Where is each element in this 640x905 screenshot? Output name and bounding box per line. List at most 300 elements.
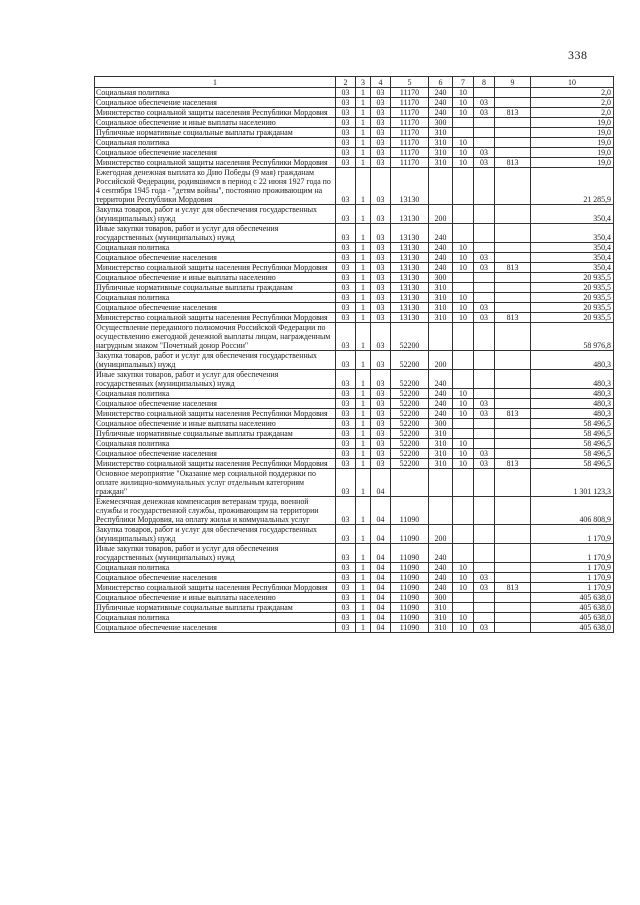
code-cell: 03 [336, 263, 356, 273]
code-cell: 1 [356, 544, 371, 563]
code-cell: 813 [495, 263, 531, 273]
code-cell [453, 351, 474, 370]
code-cell [453, 128, 474, 138]
code-cell: 1 [356, 108, 371, 118]
table-row [95, 253, 614, 263]
code-cell: 10 [453, 158, 474, 168]
code-cell [495, 273, 531, 283]
table-row [95, 449, 614, 459]
code-cell: 52200 [391, 409, 429, 419]
code-cell: 11090 [391, 593, 429, 603]
code-cell: 240 [429, 409, 453, 419]
row-name-cell: Социальная политика [95, 563, 336, 573]
code-cell: 03 [371, 253, 391, 263]
code-cell [453, 168, 474, 205]
table-row [95, 389, 614, 399]
code-cell: 240 [429, 108, 453, 118]
row-name-cell: Социальное обеспечение и иные выплаты населению [95, 273, 336, 283]
code-cell: 13130 [391, 253, 429, 263]
code-cell: 13130 [391, 303, 429, 313]
amount-cell: 20 935,5 [531, 293, 614, 303]
table-row [95, 419, 614, 429]
code-cell: 52200 [391, 389, 429, 399]
table-row [95, 88, 614, 98]
code-cell [495, 293, 531, 303]
code-cell: 03 [371, 419, 391, 429]
table-row [95, 370, 614, 389]
code-cell [474, 563, 495, 573]
col-header-10: 10 [531, 77, 614, 88]
code-cell: 52200 [391, 439, 429, 449]
code-cell: 03 [336, 303, 356, 313]
table-row [95, 263, 614, 273]
table-row [95, 205, 614, 224]
code-cell: 10 [453, 293, 474, 303]
amount-cell: 405 638,0 [531, 613, 614, 623]
code-cell: 10 [453, 623, 474, 633]
code-cell: 240 [429, 88, 453, 98]
code-cell: 03 [474, 449, 495, 459]
code-cell [495, 138, 531, 148]
code-cell: 03 [474, 583, 495, 593]
row-name-cell: Иные закупки товаров, работ и услуг для обеспечения государственных (муниципальных) нужд [95, 370, 336, 389]
row-name-cell: Министерство социальной защиты населения Республики Мордовия [95, 158, 336, 168]
code-cell [474, 323, 495, 351]
row-name-cell: Социальная политика [95, 293, 336, 303]
code-cell: 1 [356, 429, 371, 439]
code-cell [474, 128, 495, 138]
code-cell [474, 273, 495, 283]
code-cell: 03 [336, 323, 356, 351]
code-cell [453, 118, 474, 128]
code-cell: 03 [336, 469, 356, 497]
code-cell: 310 [429, 303, 453, 313]
code-cell [474, 168, 495, 205]
code-cell: 52200 [391, 449, 429, 459]
col-header-6: 6 [429, 77, 453, 88]
code-cell: 03 [371, 303, 391, 313]
row-name-cell: Социальное обеспечение населения [95, 148, 336, 158]
table-row [95, 303, 614, 313]
header-row [95, 77, 614, 88]
code-cell: 03 [371, 224, 391, 243]
code-cell: 03 [371, 313, 391, 323]
code-cell [474, 205, 495, 224]
row-name-cell: Министерство социальной защиты населения Республики Мордовия [95, 108, 336, 118]
code-cell: 310 [429, 459, 453, 469]
code-cell: 1 [356, 205, 371, 224]
code-cell: 03 [474, 399, 495, 409]
code-cell [474, 370, 495, 389]
code-cell: 10 [453, 88, 474, 98]
code-cell: 11090 [391, 623, 429, 633]
code-cell: 03 [371, 205, 391, 224]
code-cell [453, 544, 474, 563]
budget-table [94, 76, 614, 633]
table-row [95, 469, 614, 497]
code-cell: 240 [429, 98, 453, 108]
code-cell: 03 [371, 273, 391, 283]
code-cell [495, 593, 531, 603]
code-cell: 10 [453, 303, 474, 313]
amount-cell: 1 170,9 [531, 573, 614, 583]
code-cell [495, 243, 531, 253]
row-name-cell: Социальная политика [95, 439, 336, 449]
col-header-4: 4 [371, 77, 391, 88]
code-cell: 1 [356, 409, 371, 419]
code-cell: 813 [495, 158, 531, 168]
code-cell: 11170 [391, 158, 429, 168]
code-cell: 11090 [391, 573, 429, 583]
code-cell [495, 603, 531, 613]
amount-cell: 58 496,5 [531, 429, 614, 439]
code-cell: 10 [453, 399, 474, 409]
code-cell: 03 [336, 573, 356, 583]
code-cell: 1 [356, 323, 371, 351]
code-cell: 11090 [391, 497, 429, 525]
code-cell [453, 525, 474, 544]
row-name-cell: Социальное обеспечение населения [95, 449, 336, 459]
code-cell: 1 [356, 351, 371, 370]
code-cell: 52200 [391, 370, 429, 389]
page-number: 338 [568, 48, 588, 62]
code-cell: 03 [371, 429, 391, 439]
code-cell: 03 [336, 623, 356, 633]
code-cell [474, 138, 495, 148]
code-cell: 240 [429, 573, 453, 583]
amount-cell: 480,3 [531, 399, 614, 409]
row-name-cell: Публичные нормативные социальные выплаты гражданам [95, 128, 336, 138]
code-cell: 11170 [391, 108, 429, 118]
code-cell: 300 [429, 273, 453, 283]
amount-cell: 406 808,9 [531, 497, 614, 525]
row-name-cell: Осуществление переданного полномочия Российской Федерации по осуществлению ежегодной денежной выплаты лицам, награжденным нагрудным знаком "Почетный донор России" [95, 323, 336, 351]
code-cell: 10 [453, 313, 474, 323]
col-header-9: 9 [495, 77, 531, 88]
code-cell: 310 [429, 603, 453, 613]
code-cell: 1 [356, 439, 371, 449]
row-name-cell: Социальная политика [95, 88, 336, 98]
code-cell: 813 [495, 409, 531, 419]
table-row [95, 224, 614, 243]
code-cell: 1 [356, 273, 371, 283]
code-cell: 03 [474, 253, 495, 263]
col-header-5: 5 [391, 77, 429, 88]
table-row [95, 283, 614, 293]
code-cell [474, 593, 495, 603]
code-cell: 310 [429, 293, 453, 303]
amount-cell: 1 170,9 [531, 544, 614, 563]
code-cell: 13130 [391, 168, 429, 205]
code-cell: 310 [429, 313, 453, 323]
code-cell [495, 224, 531, 243]
amount-cell: 350,4 [531, 243, 614, 253]
code-cell: 13130 [391, 293, 429, 303]
amount-cell: 20 935,5 [531, 283, 614, 293]
table-row [95, 583, 614, 593]
code-cell: 1 [356, 623, 371, 633]
code-cell: 1 [356, 303, 371, 313]
row-name-cell: Ежегодная денежная выплата ко Дню Победы (9 мая) гражданам Российской Федерации, родившимся в период с 22 июня 1927 года по 4 сентября 1945 года - "детям войны", постоянно проживающим на территории Республики Мордовия [95, 168, 336, 205]
code-cell: 11090 [391, 563, 429, 573]
code-cell: 04 [371, 573, 391, 583]
code-cell [474, 389, 495, 399]
code-cell: 300 [429, 593, 453, 603]
code-cell: 03 [371, 243, 391, 253]
row-name-cell: Публичные нормативные социальные выплаты гражданам [95, 429, 336, 439]
code-cell [429, 469, 453, 497]
code-cell: 10 [453, 449, 474, 459]
code-cell: 10 [453, 573, 474, 583]
code-cell: 04 [371, 497, 391, 525]
amount-cell: 480,3 [531, 351, 614, 370]
code-cell: 1 [356, 158, 371, 168]
code-cell: 03 [371, 370, 391, 389]
code-cell: 240 [429, 243, 453, 253]
code-cell: 03 [336, 224, 356, 243]
code-cell: 03 [474, 148, 495, 158]
row-name-cell: Публичные нормативные социальные выплаты гражданам [95, 603, 336, 613]
code-cell: 03 [336, 525, 356, 544]
code-cell: 1 [356, 224, 371, 243]
table-row [95, 497, 614, 525]
code-cell: 13130 [391, 263, 429, 273]
code-cell: 240 [429, 583, 453, 593]
code-cell [495, 563, 531, 573]
row-name-cell: Социальное обеспечение и иные выплаты населению [95, 593, 336, 603]
code-cell: 03 [474, 263, 495, 273]
code-cell [495, 623, 531, 633]
code-cell: 200 [429, 525, 453, 544]
code-cell: 1 [356, 243, 371, 253]
code-cell: 03 [336, 168, 356, 205]
code-cell [495, 573, 531, 583]
code-cell: 03 [336, 108, 356, 118]
table-row [95, 563, 614, 573]
code-cell [495, 98, 531, 108]
table-header [95, 77, 614, 88]
code-cell: 13130 [391, 313, 429, 323]
code-cell: 10 [453, 263, 474, 273]
table-row [95, 351, 614, 370]
code-cell [453, 497, 474, 525]
row-name-cell: Социальное обеспечение и иные выплаты населению [95, 118, 336, 128]
code-cell: 10 [453, 98, 474, 108]
row-name-cell: Социальная политика [95, 389, 336, 399]
code-cell: 03 [336, 98, 356, 108]
code-cell: 03 [336, 449, 356, 459]
code-cell [495, 253, 531, 263]
code-cell: 03 [474, 313, 495, 323]
code-cell: 10 [453, 138, 474, 148]
code-cell: 11090 [391, 525, 429, 544]
amount-cell: 2,0 [531, 88, 614, 98]
amount-cell: 19,0 [531, 138, 614, 148]
table-row [95, 118, 614, 128]
table-row [95, 168, 614, 205]
table-row [95, 429, 614, 439]
amount-cell: 20 935,5 [531, 273, 614, 283]
code-cell: 03 [474, 158, 495, 168]
table-row [95, 243, 614, 253]
code-cell: 1 [356, 88, 371, 98]
code-cell [474, 525, 495, 544]
code-cell: 813 [495, 108, 531, 118]
code-cell: 03 [336, 563, 356, 573]
code-cell [453, 593, 474, 603]
code-cell [453, 283, 474, 293]
code-cell: 03 [371, 409, 391, 419]
code-cell: 03 [371, 138, 391, 148]
col-header-2: 2 [336, 77, 356, 88]
code-cell [474, 613, 495, 623]
code-cell [429, 168, 453, 205]
code-cell: 03 [336, 138, 356, 148]
code-cell: 03 [336, 351, 356, 370]
code-cell [495, 168, 531, 205]
code-cell: 10 [453, 409, 474, 419]
code-cell: 240 [429, 253, 453, 263]
code-cell [495, 429, 531, 439]
amount-cell: 350,4 [531, 224, 614, 243]
code-cell [474, 351, 495, 370]
amount-cell: 58 496,5 [531, 449, 614, 459]
code-cell [474, 603, 495, 613]
code-cell [453, 323, 474, 351]
code-cell: 1 [356, 118, 371, 128]
row-name-cell: Иные закупки товаров, работ и услуг для обеспечения государственных (муниципальных) нужд [95, 544, 336, 563]
amount-cell: 2,0 [531, 98, 614, 108]
code-cell: 1 [356, 603, 371, 613]
amount-cell: 350,4 [531, 253, 614, 263]
amount-cell: 350,4 [531, 263, 614, 273]
code-cell: 813 [495, 459, 531, 469]
table-row [95, 273, 614, 283]
code-cell: 1 [356, 253, 371, 263]
code-cell: 1 [356, 449, 371, 459]
amount-cell: 58 496,5 [531, 459, 614, 469]
row-name-cell: Социальная политика [95, 613, 336, 623]
amount-cell: 350,4 [531, 205, 614, 224]
table-body [95, 88, 614, 633]
code-cell: 03 [474, 108, 495, 118]
code-cell: 11170 [391, 138, 429, 148]
amount-cell: 19,0 [531, 158, 614, 168]
row-name-cell: Министерство социальной защиты населения Республики Мордовия [95, 583, 336, 593]
amount-cell: 1 170,9 [531, 525, 614, 544]
code-cell [495, 399, 531, 409]
code-cell: 03 [336, 205, 356, 224]
code-cell [474, 118, 495, 128]
amount-cell: 1 170,9 [531, 583, 614, 593]
code-cell [495, 88, 531, 98]
code-cell: 310 [429, 283, 453, 293]
code-cell: 03 [336, 283, 356, 293]
code-cell [495, 525, 531, 544]
code-cell: 03 [371, 88, 391, 98]
code-cell: 03 [336, 293, 356, 303]
code-cell: 03 [371, 283, 391, 293]
code-cell: 03 [336, 313, 356, 323]
code-cell: 10 [453, 389, 474, 399]
table-row [95, 148, 614, 158]
code-cell: 1 [356, 168, 371, 205]
code-cell [474, 419, 495, 429]
code-cell: 10 [453, 583, 474, 593]
row-name-cell: Министерство социальной защиты населения Республики Мордовия [95, 409, 336, 419]
code-cell: 03 [474, 98, 495, 108]
amount-cell: 58 496,5 [531, 439, 614, 449]
code-cell: 240 [429, 224, 453, 243]
code-cell: 11170 [391, 88, 429, 98]
code-cell: 1 [356, 593, 371, 603]
code-cell: 03 [474, 409, 495, 419]
code-cell: 1 [356, 497, 371, 525]
code-cell: 300 [429, 419, 453, 429]
code-cell [453, 370, 474, 389]
code-cell [474, 243, 495, 253]
code-cell: 1 [356, 525, 371, 544]
code-cell: 11090 [391, 613, 429, 623]
code-cell: 03 [371, 168, 391, 205]
code-cell [495, 544, 531, 563]
row-name-cell: Министерство социальной защиты населения Республики Мордовия [95, 313, 336, 323]
table-row [95, 613, 614, 623]
col-header-1: 1 [95, 77, 336, 88]
table-row [95, 399, 614, 409]
table-row [95, 623, 614, 633]
code-cell: 1 [356, 389, 371, 399]
code-cell: 03 [371, 449, 391, 459]
code-cell: 03 [371, 128, 391, 138]
code-cell: 1 [356, 263, 371, 273]
code-cell: 03 [474, 623, 495, 633]
code-cell: 03 [371, 459, 391, 469]
code-cell: 52200 [391, 351, 429, 370]
code-cell: 200 [429, 205, 453, 224]
amount-cell: 480,3 [531, 409, 614, 419]
amount-cell: 21 285,9 [531, 168, 614, 205]
code-cell [495, 469, 531, 497]
code-cell: 200 [429, 351, 453, 370]
row-name-cell: Закупка товаров, работ и услуг для обеспечения государственных (муниципальных) нужд [95, 525, 336, 544]
code-cell: 310 [429, 613, 453, 623]
code-cell: 240 [429, 399, 453, 409]
code-cell: 11170 [391, 118, 429, 128]
code-cell: 310 [429, 439, 453, 449]
amount-cell: 405 638,0 [531, 603, 614, 613]
code-cell [495, 205, 531, 224]
row-name-cell: Основное мероприятие "Оказание мер социальной поддержки по оплате жилищно-коммунальных услуг отдельным категориям граждан" [95, 469, 336, 497]
code-cell: 03 [336, 148, 356, 158]
amount-cell: 58 976,8 [531, 323, 614, 351]
code-cell: 310 [429, 449, 453, 459]
table-row [95, 439, 614, 449]
code-cell [495, 323, 531, 351]
code-cell: 03 [336, 118, 356, 128]
row-name-cell: Министерство социальной защиты населения Республики Мордовия [95, 459, 336, 469]
code-cell: 10 [453, 108, 474, 118]
code-cell: 310 [429, 128, 453, 138]
code-cell: 03 [336, 419, 356, 429]
code-cell: 13130 [391, 273, 429, 283]
code-cell: 1 [356, 283, 371, 293]
code-cell [474, 224, 495, 243]
code-cell: 03 [336, 613, 356, 623]
code-cell [474, 469, 495, 497]
code-cell: 03 [371, 158, 391, 168]
code-cell: 52200 [391, 323, 429, 351]
